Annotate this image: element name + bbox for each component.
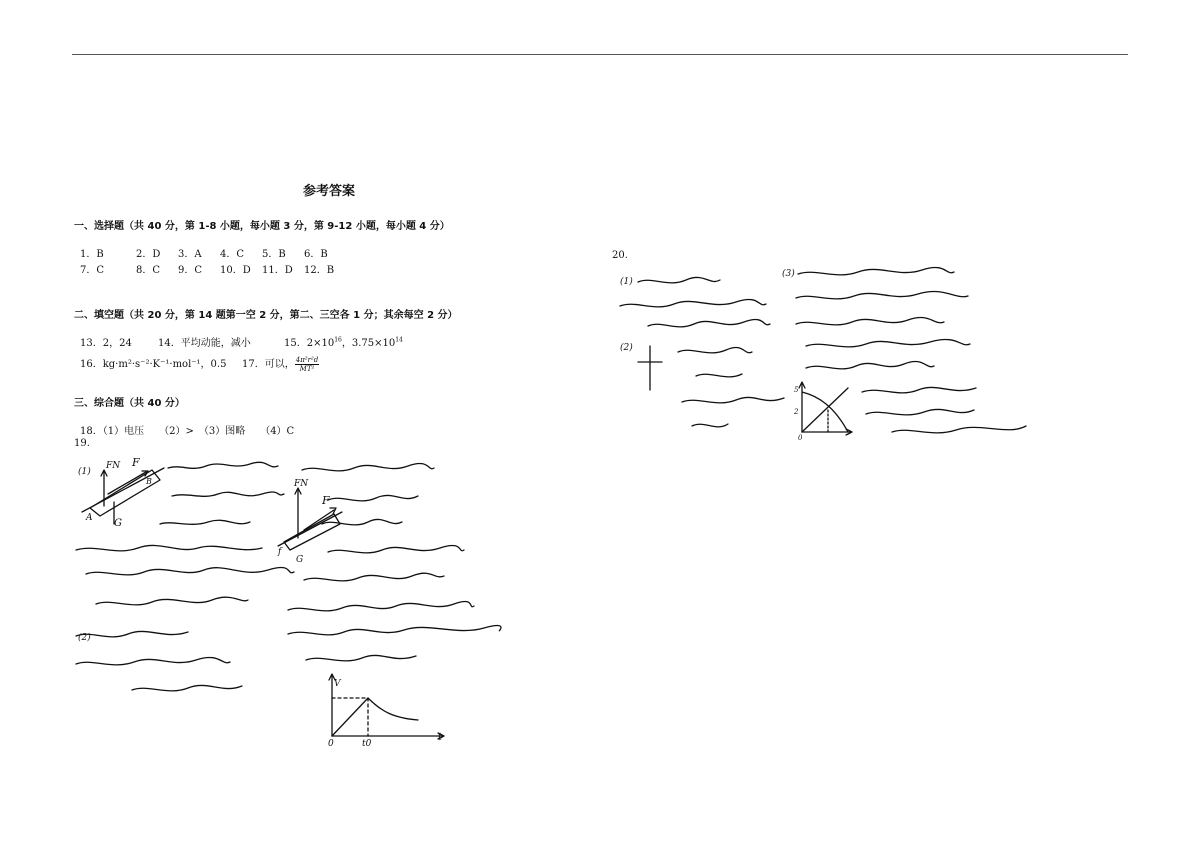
answer-10: 10．D	[220, 265, 251, 276]
answer-15-exponent-2: 14	[395, 336, 403, 344]
svg-text:(1): (1)	[620, 277, 633, 287]
answer-1: 1．B	[80, 249, 104, 260]
answer-4: 4．C	[220, 249, 245, 260]
answer-8: 8．C	[136, 265, 161, 276]
svg-text:f: f	[278, 547, 282, 557]
answer-13: 13．2，24	[80, 338, 132, 349]
fraction-numerator: 4π²r²d	[295, 356, 319, 364]
section-comprehensive-title: 三、综合题（共 40 分）	[74, 398, 185, 409]
question-20-label: 20.	[612, 250, 628, 261]
answer-9: 9．C	[178, 265, 203, 276]
answer-11: 11．D	[262, 265, 293, 276]
svg-text:V: V	[334, 679, 341, 689]
svg-text:G: G	[114, 518, 122, 529]
answer-6: 6．B	[304, 249, 328, 260]
answer-14: 14．平均动能，减小	[158, 338, 251, 349]
svg-text:G: G	[296, 555, 304, 565]
section-fill-title: 二、填空题（共 20 分，第 14 题第一空 2 分，第二、三空各 1 分；其余每空 2 分）	[74, 310, 458, 321]
svg-text:FN: FN	[294, 479, 309, 489]
question-19-label: 19.	[74, 438, 90, 449]
svg-text:(2): (2)	[620, 343, 633, 353]
answer-5: 5．B	[262, 249, 286, 260]
header-rule	[72, 54, 1128, 55]
svg-text:FN: FN	[106, 461, 121, 471]
svg-text:2: 2	[794, 408, 799, 416]
answer-16: 16．kg·m²·s⁻²·K⁻¹·mol⁻¹，0.5	[80, 359, 227, 370]
answer-15-prefix: 15．2×10	[284, 338, 335, 349]
answer-18: 18．（1）电压 （2）> （3）图略 （4）C	[80, 426, 295, 437]
svg-text:F: F	[132, 456, 140, 469]
answer-15-middle: ，3.75×10	[341, 338, 396, 349]
svg-text:0: 0	[328, 739, 334, 749]
choice-answers-row-1	[80, 245, 346, 260]
answer-17-text: 17．可以，	[242, 359, 295, 370]
svg-text:(2): (2)	[78, 633, 91, 643]
question-20-handwritten-solution	[612, 262, 1037, 442]
answer-17-fraction	[295, 356, 320, 373]
answer-3: 3．A	[178, 249, 202, 260]
svg-text:t0: t0	[362, 739, 372, 749]
page-title: 参考答案	[303, 184, 356, 199]
fraction-denominator: MT²	[299, 365, 315, 373]
section-choice-title: 一、选择题（共 40 分，第 1-8 小题，每小题 3 分，第 9-12 小题，每小题 4 分）	[74, 221, 450, 232]
svg-text:t: t	[438, 732, 443, 743]
svg-text:0: 0	[798, 434, 803, 442]
svg-text:A: A	[86, 513, 93, 523]
answer-15	[284, 334, 403, 349]
fill-answers-row-2	[80, 355, 319, 373]
svg-text:B: B	[146, 477, 152, 486]
question-19-handwritten-solution	[72, 450, 512, 750]
svg-text:(3): (3)	[782, 269, 795, 279]
fill-answers-row-1	[80, 334, 403, 349]
answer-17	[242, 355, 319, 373]
svg-text:(1): (1)	[78, 467, 91, 477]
choice-answers-row-2	[80, 261, 346, 276]
answer-2: 2．D	[136, 249, 161, 260]
svg-text:F: F	[322, 494, 330, 507]
answer-7: 7．C	[80, 265, 105, 276]
answer-12: 12．B	[304, 265, 335, 276]
svg-text:5: 5	[794, 386, 799, 394]
answer-15-exponent-1: 16	[334, 336, 342, 344]
